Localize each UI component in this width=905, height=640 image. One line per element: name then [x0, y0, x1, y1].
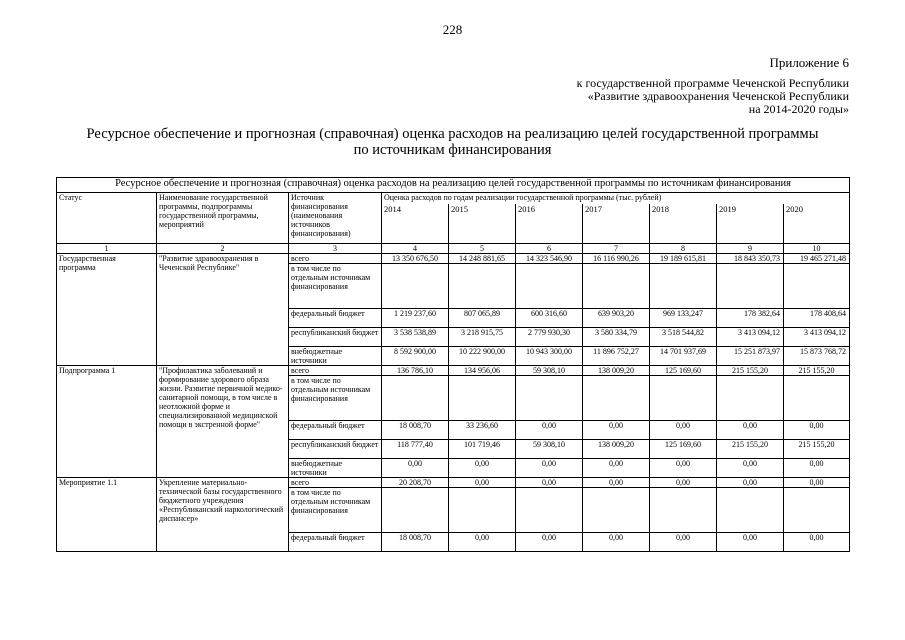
- value-cell: 0,00: [784, 459, 850, 478]
- value-cell: 10 222 900,00: [449, 347, 516, 366]
- year-header: 2019: [717, 204, 784, 244]
- appendix-line-1: к государственной программе Чеченской Республики: [576, 76, 849, 90]
- value-cell: [516, 488, 583, 533]
- appendix-line-2: «Развитие здравоохранения Чеченской Республики: [587, 89, 849, 103]
- value-cell: 0,00: [784, 533, 850, 552]
- row-source: всего: [289, 254, 382, 264]
- value-cell: 1 219 237,60: [382, 309, 449, 328]
- row-source: в том числе по отдельным источникам финансирования: [289, 488, 382, 533]
- value-cell: 136 786,10: [382, 366, 449, 376]
- row-source: федеральный бюджет: [289, 421, 382, 440]
- value-cell: [717, 264, 784, 309]
- value-cell: 8 592 900,00: [382, 347, 449, 366]
- value-cell: [449, 488, 516, 533]
- value-cell: [583, 376, 650, 421]
- year-header: 2014: [382, 204, 449, 244]
- row-source: всего: [289, 366, 382, 376]
- table-row: [57, 254, 850, 264]
- value-cell: 0,00: [717, 533, 784, 552]
- value-cell: 0,00: [449, 478, 516, 488]
- funding-table: [56, 177, 850, 552]
- row-source: в том числе по отдельным источникам финансирования: [289, 264, 382, 309]
- value-cell: 11 896 752,27: [583, 347, 650, 366]
- value-cell: 0,00: [449, 533, 516, 552]
- row-source: федеральный бюджет: [289, 533, 382, 552]
- value-cell: 14 323 546,90: [516, 254, 583, 264]
- value-cell: 0,00: [583, 421, 650, 440]
- value-cell: [449, 264, 516, 309]
- value-cell: 0,00: [717, 478, 784, 488]
- row-status: Мероприятие 1.1: [57, 478, 157, 552]
- year-header: 2017: [583, 204, 650, 244]
- value-cell: 14 701 937,69: [650, 347, 717, 366]
- row-source: республиканский бюджет: [289, 440, 382, 459]
- value-cell: [583, 264, 650, 309]
- value-cell: 18 008,70: [382, 533, 449, 552]
- year-header: 2020: [784, 204, 850, 244]
- value-cell: 2 779 930,30: [516, 328, 583, 347]
- column-number: 10: [784, 244, 850, 254]
- value-cell: [717, 376, 784, 421]
- value-cell: [650, 376, 717, 421]
- value-cell: 0,00: [784, 478, 850, 488]
- row-name: Укрепление материально-технической базы государственного бюджетного учреждения «Республиканский наркологический диспансер»: [157, 478, 289, 552]
- table-row: [57, 478, 850, 488]
- header-estimate: Оценка расходов по годам реализации государственной программы (тыс. рублей): [382, 193, 850, 204]
- value-cell: 18 843 350,73: [717, 254, 784, 264]
- value-cell: 16 116 990,26: [583, 254, 650, 264]
- value-cell: 14 248 881,65: [449, 254, 516, 264]
- column-number: 5: [449, 244, 516, 254]
- value-cell: [449, 376, 516, 421]
- value-cell: [583, 488, 650, 533]
- value-cell: 138 009,20: [583, 440, 650, 459]
- table-row: [57, 366, 850, 376]
- value-cell: 0,00: [583, 459, 650, 478]
- value-cell: 0,00: [650, 421, 717, 440]
- table-caption: Ресурсное обеспечение и прогнозная (справочная) оценка расходов на реализацию целей государственной программы по источникам финансирования: [57, 178, 850, 193]
- value-cell: [784, 264, 850, 309]
- year-header: 2018: [650, 204, 717, 244]
- value-cell: 0,00: [784, 421, 850, 440]
- value-cell: 0,00: [650, 459, 717, 478]
- value-cell: 0,00: [516, 478, 583, 488]
- column-number: 1: [57, 244, 157, 254]
- row-status: Государственная программа: [57, 254, 157, 366]
- value-cell: 10 943 300,00: [516, 347, 583, 366]
- value-cell: 0,00: [583, 478, 650, 488]
- value-cell: [516, 376, 583, 421]
- value-cell: 3 218 915,75: [449, 328, 516, 347]
- page-number: 228: [442, 22, 463, 37]
- year-header: 2016: [516, 204, 583, 244]
- column-number: 2: [157, 244, 289, 254]
- value-cell: 0,00: [717, 421, 784, 440]
- value-cell: 639 903,20: [583, 309, 650, 328]
- value-cell: [784, 376, 850, 421]
- value-cell: 3 413 094,12: [717, 328, 784, 347]
- value-cell: [650, 264, 717, 309]
- column-number: 6: [516, 244, 583, 254]
- value-cell: 807 065,89: [449, 309, 516, 328]
- row-source: внебюджетные источники: [289, 459, 382, 478]
- appendix-title: Приложение 6: [769, 55, 849, 70]
- document-title-line-2: по источникам финансирования: [353, 142, 552, 158]
- value-cell: 969 133,247: [650, 309, 717, 328]
- value-cell: 178 382,64: [717, 309, 784, 328]
- row-source: всего: [289, 478, 382, 488]
- value-cell: 600 316,60: [516, 309, 583, 328]
- column-number: 7: [583, 244, 650, 254]
- value-cell: 15 873 768,72: [784, 347, 850, 366]
- value-cell: 3 538 538,89: [382, 328, 449, 347]
- value-cell: 3 413 094,12: [784, 328, 850, 347]
- value-cell: [650, 488, 717, 533]
- value-cell: 125 169,60: [650, 366, 717, 376]
- value-cell: 0,00: [583, 533, 650, 552]
- value-cell: 0,00: [382, 459, 449, 478]
- appendix-header: [577, 56, 849, 116]
- column-number: 4: [382, 244, 449, 254]
- value-cell: 125 169,60: [650, 440, 717, 459]
- value-cell: 134 956,06: [449, 366, 516, 376]
- value-cell: 0,00: [650, 478, 717, 488]
- value-cell: 138 009,20: [583, 366, 650, 376]
- value-cell: 19 465 271,48: [784, 254, 850, 264]
- document-title: [0, 126, 905, 158]
- column-number: 8: [650, 244, 717, 254]
- value-cell: 118 777,40: [382, 440, 449, 459]
- funding-table-wrapper: [56, 177, 849, 552]
- value-cell: 0,00: [449, 459, 516, 478]
- value-cell: 215 155,20: [784, 440, 850, 459]
- value-cell: 0,00: [516, 459, 583, 478]
- row-status: Подпрограмма 1: [57, 366, 157, 478]
- appendix-line-3: на 2014-2020 годы»: [748, 102, 849, 116]
- header-name: Наименование государственной программы, подпрограммы государственной программы, мероприятий: [157, 193, 289, 244]
- header-status: Статус: [57, 193, 157, 244]
- value-cell: 3 580 334,79: [583, 328, 650, 347]
- value-cell: 15 251 873,97: [717, 347, 784, 366]
- header-source: Источник финансирования (наименования источников финансирования): [289, 193, 382, 244]
- value-cell: 0,00: [516, 421, 583, 440]
- row-source: внебюджетные источники: [289, 347, 382, 366]
- value-cell: 0,00: [516, 533, 583, 552]
- value-cell: 178 408,64: [784, 309, 850, 328]
- column-number: 3: [289, 244, 382, 254]
- value-cell: [784, 488, 850, 533]
- value-cell: 59 308,10: [516, 366, 583, 376]
- value-cell: [717, 488, 784, 533]
- value-cell: [382, 488, 449, 533]
- document-title-line-1: Ресурсное обеспечение и прогнозная (справочная) оценка расходов на реализацию целей государственной программы: [86, 126, 819, 142]
- column-number: 9: [717, 244, 784, 254]
- row-name: "Профилактика заболеваний и формирование здорового образа жизни. Развитие первичной медико-санитарной помощи, в том числе в неотложной форме и специализированной медицинской помощи в экстренной форме": [157, 366, 289, 478]
- row-source: республиканский бюджет: [289, 328, 382, 347]
- value-cell: 20 208,70: [382, 478, 449, 488]
- value-cell: 13 350 676,50: [382, 254, 449, 264]
- value-cell: 3 518 544,82: [650, 328, 717, 347]
- value-cell: 215 155,20: [784, 366, 850, 376]
- value-cell: 215 155,20: [717, 366, 784, 376]
- value-cell: 215 155,20: [717, 440, 784, 459]
- value-cell: [382, 264, 449, 309]
- value-cell: [382, 376, 449, 421]
- value-cell: 33 236,60: [449, 421, 516, 440]
- value-cell: [516, 264, 583, 309]
- row-source: федеральный бюджет: [289, 309, 382, 328]
- value-cell: 18 008,70: [382, 421, 449, 440]
- value-cell: 19 189 615,81: [650, 254, 717, 264]
- value-cell: 59 308,10: [516, 440, 583, 459]
- value-cell: 101 719,46: [449, 440, 516, 459]
- value-cell: 0,00: [717, 459, 784, 478]
- value-cell: 0,00: [650, 533, 717, 552]
- row-source: в том числе по отдельным источникам финансирования: [289, 376, 382, 421]
- row-name: "Развитие здравоохранения в Чеченской Республике": [157, 254, 289, 366]
- year-header: 2015: [449, 204, 516, 244]
